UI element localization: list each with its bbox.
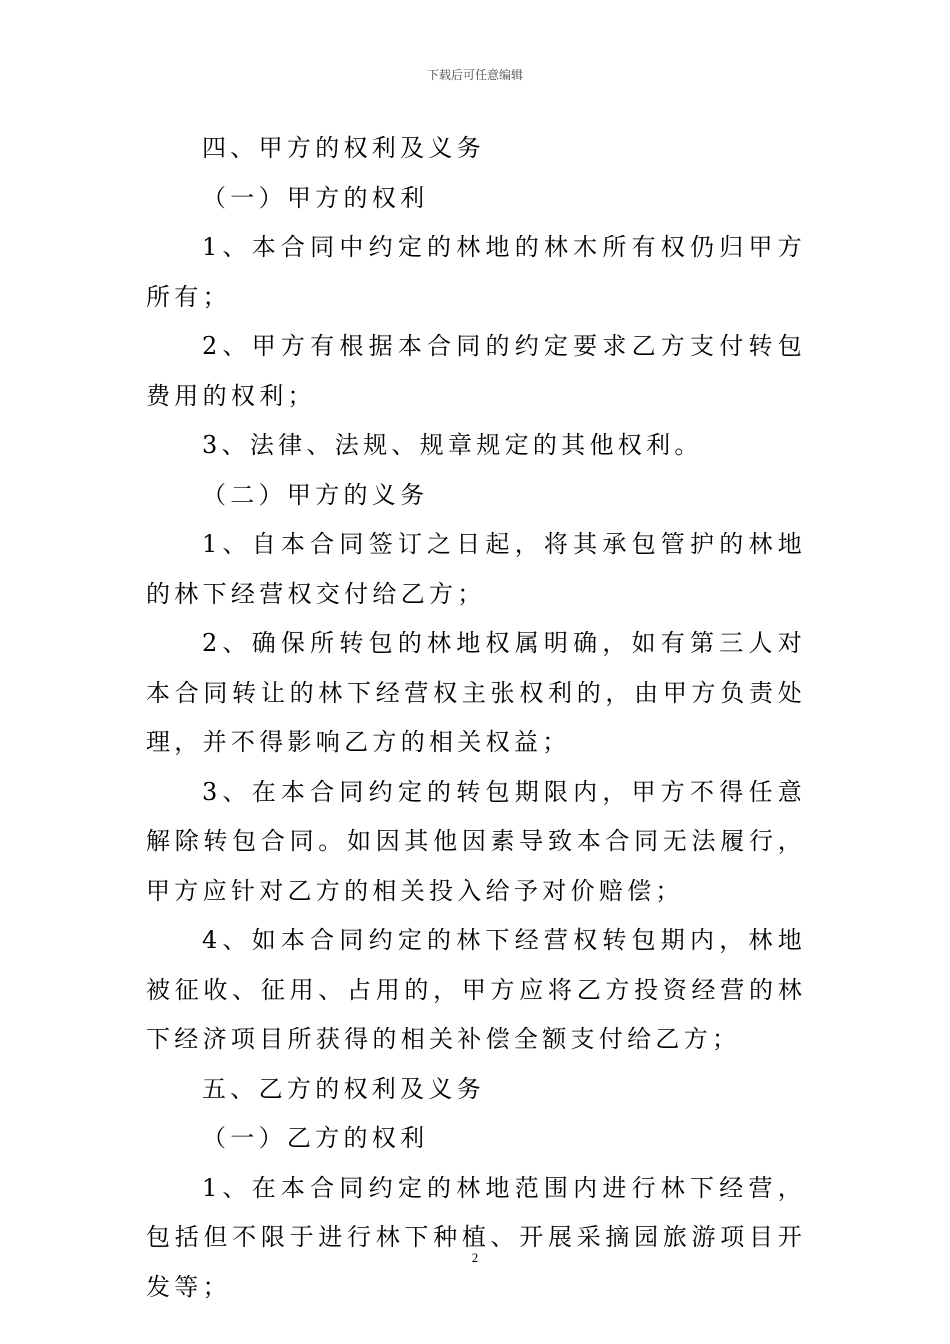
subsection-heading-party-a-obligations: （二）甲方的义务 bbox=[202, 480, 429, 509]
paragraph: 3、在本合同约定的转包期限内，甲方不得任意解除转包合同。如因其他因素导致本合同无法履行，甲方应针对乙方的相关投入给予对价赔偿； bbox=[146, 777, 806, 905]
paragraph: 2、确保所转包的林地权属明确，如有第三人对本合同转让的林下经营权主张权利的，由甲方负责处理，并不得影响乙方的相关权益； bbox=[146, 629, 806, 756]
paragraph: 3、法律、法规、规章规定的其他权利。 bbox=[202, 431, 703, 459]
paragraph: 1、在本合同约定的林地范围内进行林下经营，包括但不限于进行林下种植、开展采摘园旅游项目开发等； bbox=[146, 1173, 806, 1301]
section-heading-five: 五、乙方的权利及义务 bbox=[202, 1074, 485, 1103]
document-body bbox=[146, 124, 806, 1312]
page-number: 2 bbox=[471, 1250, 479, 1265]
page-header: 下载后可任意编辑 bbox=[426, 68, 523, 82]
paragraph: 2、甲方有根据本合同的约定要求乙方支付转包费用的权利； bbox=[146, 332, 806, 410]
paragraph: 4、如本合同约定的林下经营权转包期内，林地被征收、征用、占用的，甲方应将乙方投资经营的林下经济项目所获得的相关补偿全额支付给乙方； bbox=[146, 926, 806, 1053]
subsection-heading-party-b-rights: （一）乙方的权利 bbox=[202, 1124, 429, 1152]
paragraph: 1、本合同中约定的林地的林木所有权仍归甲方所有； bbox=[146, 233, 806, 311]
section-heading-four: 四、甲方的权利及义务 bbox=[202, 134, 485, 162]
subsection-heading-party-a-rights: （一）甲方的权利 bbox=[202, 183, 429, 212]
paragraph: 1、自本合同签订之日起，将其承包管护的林地的林下经营权交付给乙方； bbox=[146, 530, 806, 608]
